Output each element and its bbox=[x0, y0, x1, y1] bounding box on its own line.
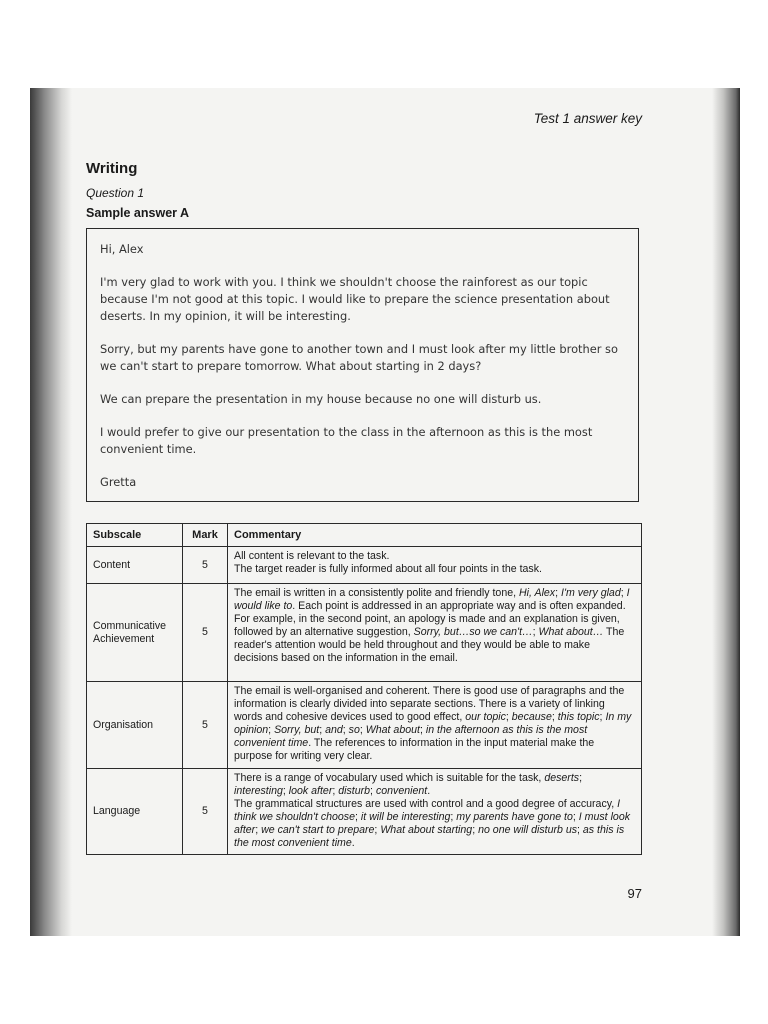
page-number: 97 bbox=[627, 886, 642, 901]
quoted-example: in the afternoon as this is the most convenient time bbox=[234, 724, 588, 749]
mark-header: Mark bbox=[183, 524, 228, 547]
quoted-example: it will be interesting bbox=[360, 811, 451, 823]
binding-shadow-left bbox=[30, 88, 72, 936]
table-row bbox=[87, 769, 642, 855]
quoted-example: we can't start to prepare bbox=[261, 824, 375, 836]
commentary-header: Commentary bbox=[228, 524, 642, 547]
quoted-example: interesting bbox=[234, 785, 283, 797]
commentary-cell: The email is written in a consistently polite and friendly tone, Hi, Alex; I'm very glad; I would like to. Each point is addressed in an appropriate way and is often expanded. For example, in the second point, an apology is made and an explanation is given, followed by an alternative suggestion, Sorry, but…so we can't…; What about… The reader's attention would be held throughout and they would be able to make decisions based on the information in the email. bbox=[228, 584, 642, 682]
sample-answer-label: Sample answer A bbox=[86, 206, 190, 220]
quoted-example: Sorry, but bbox=[274, 724, 320, 736]
page-edge-shadow-right bbox=[712, 88, 740, 936]
subscale-header: Subscale bbox=[87, 524, 183, 547]
letter-paragraph: Sorry, but my parents have gone to another town and I must look after my little brother so we can't start to prepare tomorrow. What about starting in 2 days? bbox=[100, 342, 618, 373]
mark-cell: 5 bbox=[183, 584, 228, 682]
quoted-example: I'm very glad bbox=[561, 587, 621, 599]
quoted-example: I would like to bbox=[234, 587, 630, 612]
quoted-example: In my opinion bbox=[234, 711, 632, 736]
quoted-example: look after bbox=[288, 785, 333, 797]
table-row bbox=[87, 547, 642, 584]
table-header-row bbox=[87, 524, 642, 547]
quoted-example: and bbox=[325, 724, 343, 736]
subscale-cell: Content bbox=[87, 547, 183, 584]
commentary-cell: There is a range of vocabulary used which is suitable for the task, deserts; interesting; look after; disturb; convenient. The grammatical structures are used with control and a good degree of accuracy, I think we shouldn't choose; it will be interesting; my parents have gone to; I must look after; we can't start to prepare; What about starting; no one will disturb us; as this is the most convenient time. bbox=[228, 769, 642, 855]
table-row bbox=[87, 682, 642, 769]
quoted-example: as this is the most convenient time bbox=[234, 824, 625, 849]
quoted-example: this topic bbox=[557, 711, 600, 723]
letter-paragraph: I'm very glad to work with you. I think we shouldn't choose the rainforest as our topic because I'm not good at this topic. I would like to prepare the science presentation about deserts. In my opinion, it will be interesting. bbox=[100, 275, 610, 323]
quoted-example: our topic bbox=[465, 711, 506, 723]
quoted-example: What about bbox=[365, 724, 420, 736]
question-label: Question 1 bbox=[86, 186, 145, 200]
letter-paragraph: We can prepare the presentation in my house because no one will disturb us. bbox=[100, 392, 542, 406]
section-title: Writing bbox=[86, 160, 138, 177]
quoted-example: so bbox=[348, 724, 360, 736]
quoted-example: Sorry, but…so we can't… bbox=[413, 626, 533, 638]
mark-cell: 5 bbox=[183, 682, 228, 769]
quoted-example: because bbox=[511, 711, 552, 723]
commentary-cell: The email is well-organised and coherent. There is good use of paragraphs and the information is clearly divided into separate sections. There is a variety of linking words and cohesive devices used to good effect, our topic; because; this topic; In my opinion; Sorry, but; and; so; What about; in the afternoon as this is the most convenient time. The references to information in the input material make the purpose for writing very clear. bbox=[228, 682, 642, 769]
mark-cell: 5 bbox=[183, 769, 228, 855]
quoted-example: deserts bbox=[544, 772, 580, 784]
quoted-example: disturb bbox=[338, 785, 371, 797]
mark-cell: 5 bbox=[183, 547, 228, 584]
letter-paragraph: I would prefer to give our presentation to the class in the afternoon as this is the most convenient time. bbox=[100, 425, 593, 456]
quoted-example: I think we shouldn't choose bbox=[234, 798, 621, 823]
subscale-cell: Language bbox=[87, 769, 183, 855]
table-row bbox=[87, 584, 642, 682]
letter-signoff: Gretta bbox=[100, 475, 137, 489]
quoted-example: my parents have gone to bbox=[456, 811, 573, 823]
sample-answer-letter bbox=[86, 228, 639, 502]
quoted-example: What about starting bbox=[380, 824, 473, 836]
assessment-table bbox=[86, 523, 642, 855]
letter-greeting: Hi, Alex bbox=[100, 242, 144, 256]
quoted-example: Hi, Alex bbox=[519, 587, 556, 599]
commentary-cell: All content is relevant to the task. The target reader is fully informed about all four points in the task. bbox=[228, 547, 642, 584]
quoted-example: convenient bbox=[375, 785, 428, 797]
quoted-example: no one will disturb us bbox=[478, 824, 578, 836]
quoted-example: I must look after bbox=[234, 811, 631, 836]
subscale-cell: Organisation bbox=[87, 682, 183, 769]
quoted-example: What about… bbox=[538, 626, 604, 638]
subscale-cell: Communicative Achievement bbox=[87, 584, 183, 682]
running-head: Test 1 answer key bbox=[533, 111, 642, 126]
